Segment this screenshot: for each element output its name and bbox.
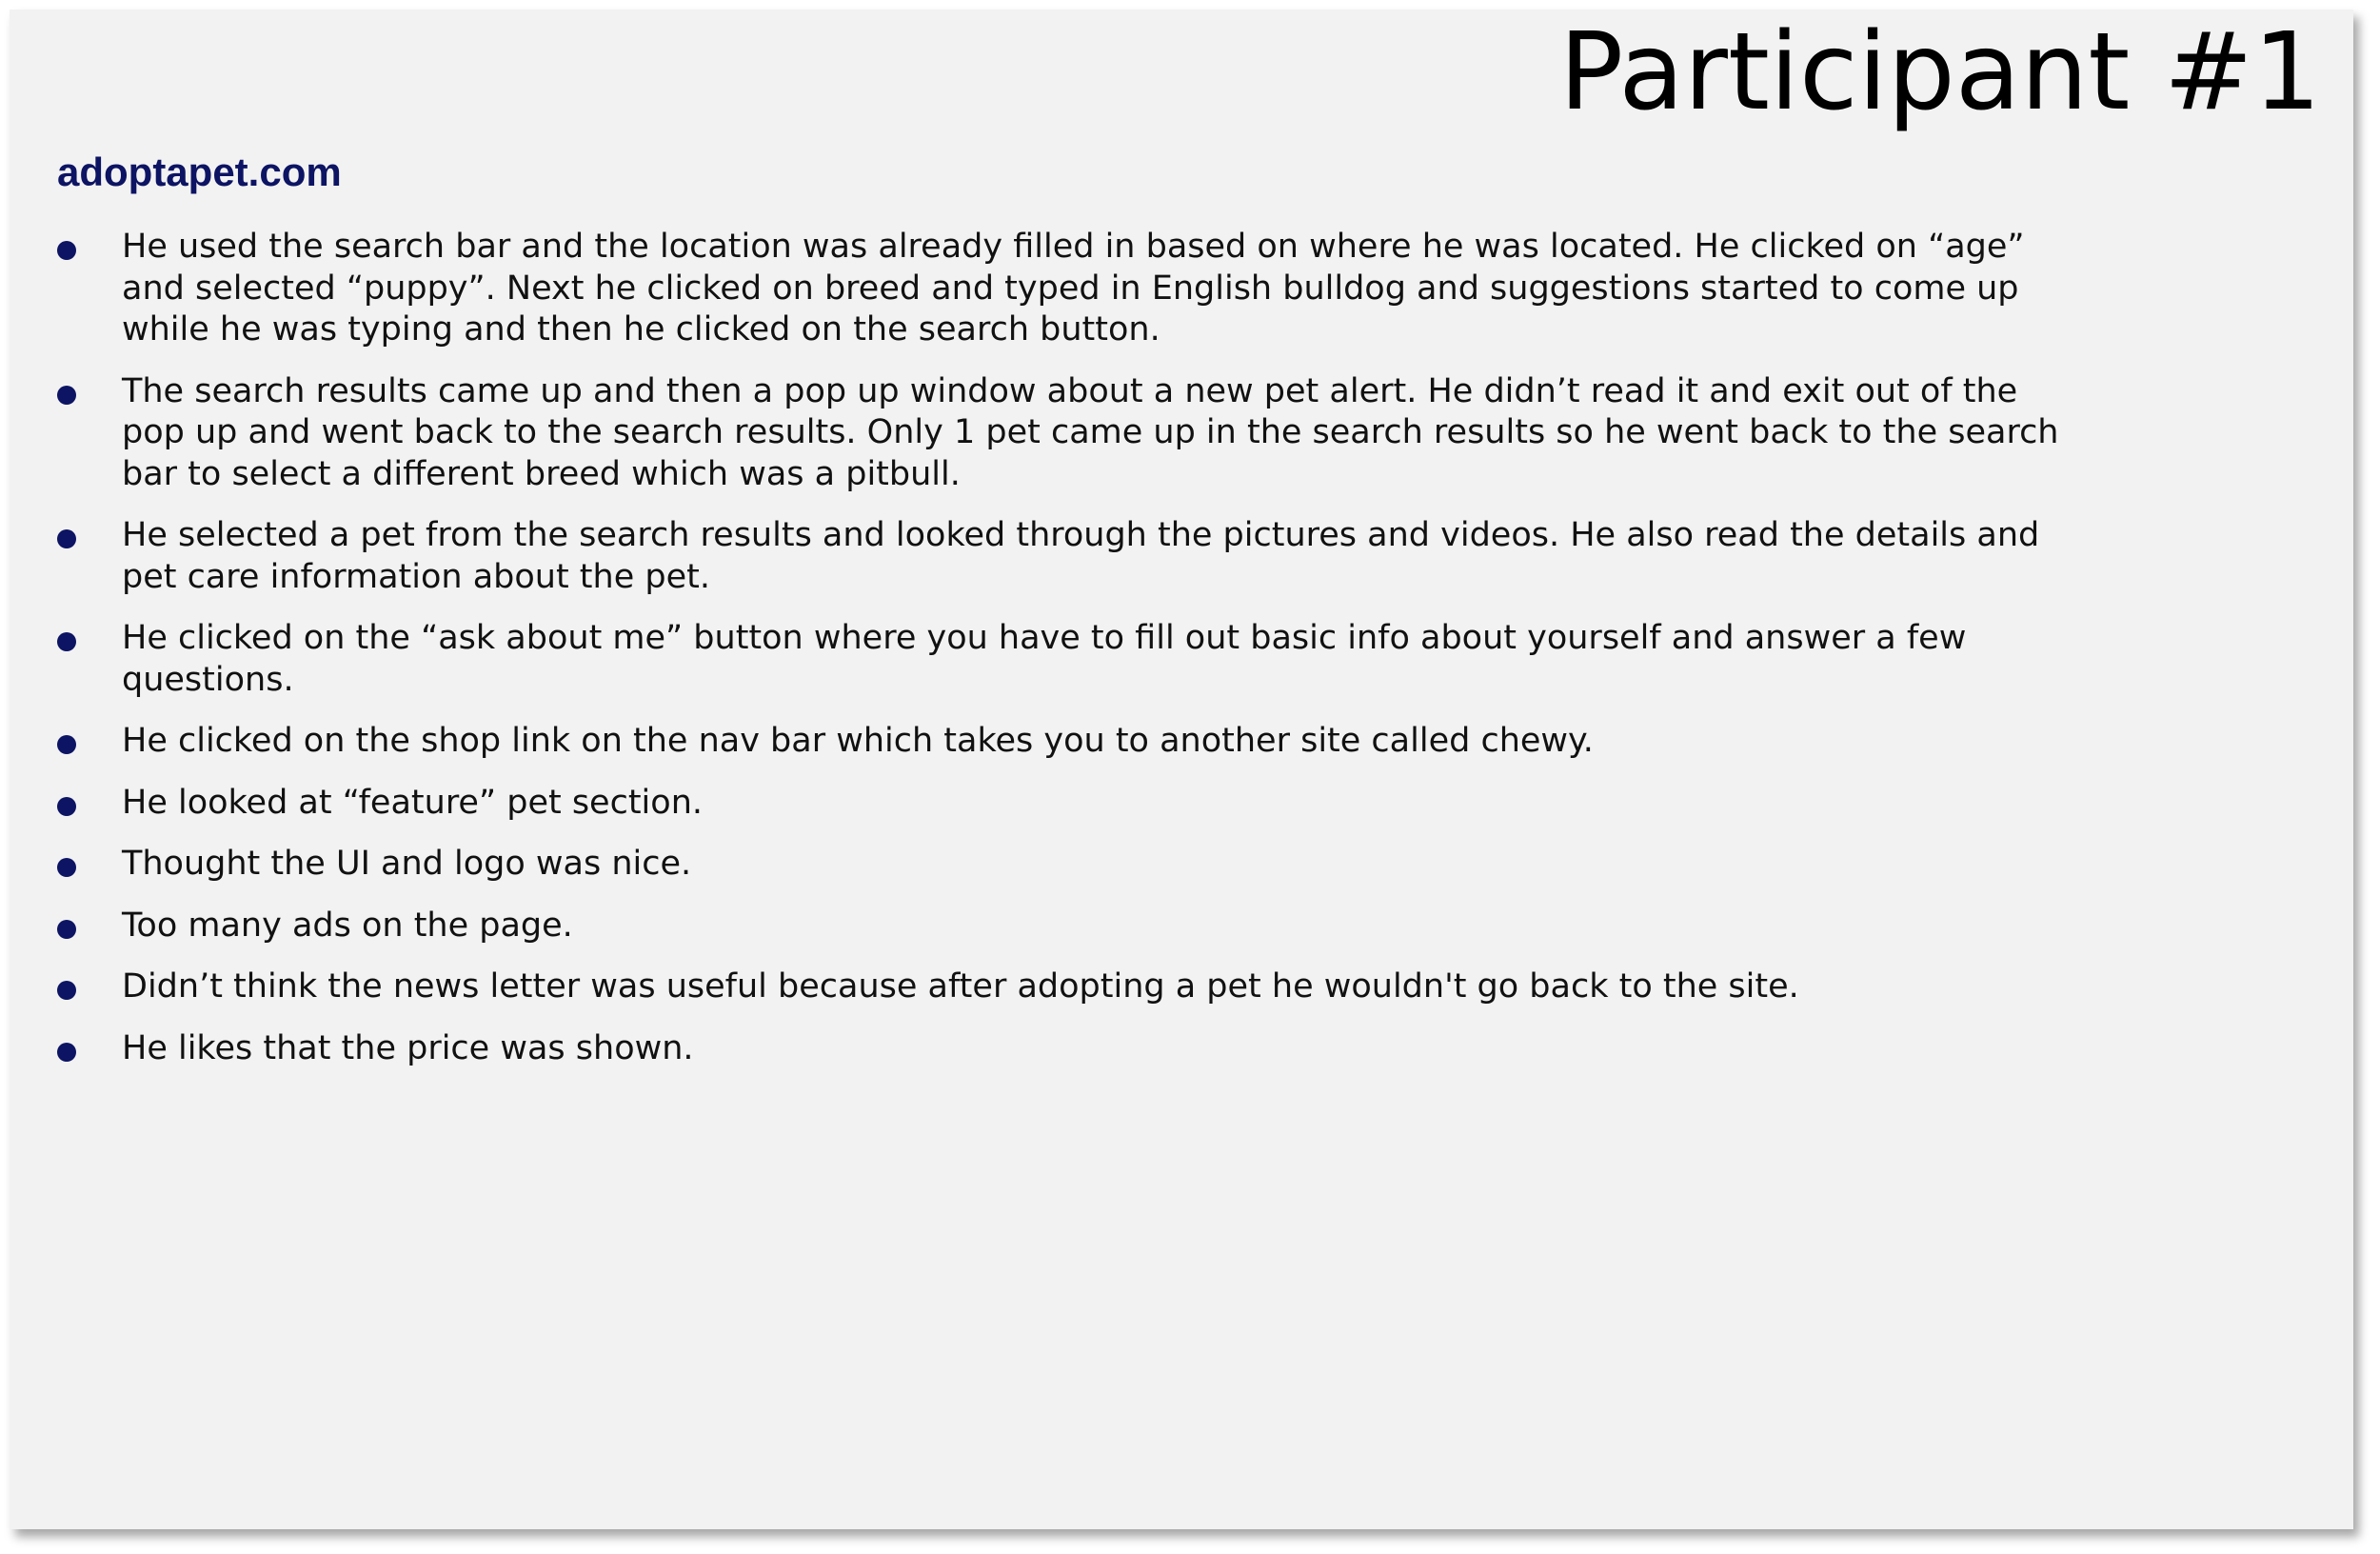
list-item [57, 783, 2066, 825]
list-item [57, 371, 2066, 496]
bullet-icon [57, 858, 76, 877]
list-item-text: He clicked on the shop link on the nav bar which takes you to another site called chewy. [122, 722, 1594, 760]
bullet-icon [57, 632, 76, 651]
bullet-icon [57, 735, 76, 754]
list-item [57, 1028, 2066, 1070]
bullet-icon [57, 981, 76, 1000]
slide [10, 10, 2353, 1529]
list-item-text: He looked at “feature” pet section. [122, 783, 704, 822]
list-item-text: Too many ads on the page. [122, 906, 573, 945]
list-item-text: Thought the UI and logo was nice. [122, 845, 692, 883]
bullet-icon [57, 1043, 76, 1062]
list-item-text: He likes that the price was shown. [122, 1028, 694, 1067]
list-item-text: He clicked on the “ask about me” button where you have to fill out basic info about yourself and answer a few questions. [122, 619, 1967, 699]
bullet-icon [57, 797, 76, 816]
list-item [57, 966, 2066, 1008]
bullet-icon [57, 386, 76, 405]
list-item [57, 618, 2066, 701]
list-item [57, 906, 2066, 947]
site-name-heading: adoptapet.com [57, 149, 342, 194]
slide-title: Participant #1 [1558, 10, 2321, 134]
bullet-icon [57, 529, 76, 548]
list-item [57, 515, 2066, 598]
list-item [57, 721, 2066, 763]
list-item-text: He used the search bar and the location was already filled in based on where he was located. He clicked on “age” and selected “puppy”. Next he clicked on breed and typed in English bulldog and suggestions started to come up while he was typing and then he clicked on the search button. [122, 228, 2025, 349]
list-item-text: The search results came up and then a pop up window about a new pet alert. He didn’t read it and exit out of the pop up and went back to the search results. Only 1 pet came up in the search results so he went back to the search bar to select a different breed which was a pitbull. [122, 371, 2059, 493]
list-item-text: Didn’t think the news letter was useful because after adopting a pet he wouldn't go back to the site. [122, 967, 1799, 1006]
observation-list [57, 227, 2066, 1089]
bullet-icon [57, 920, 76, 939]
bullet-icon [57, 241, 76, 260]
list-item [57, 227, 2066, 351]
list-item [57, 844, 2066, 886]
list-item-text: He selected a pet from the search results and looked through the pictures and videos. He also read the details and pet care information about the pet. [122, 516, 2040, 596]
